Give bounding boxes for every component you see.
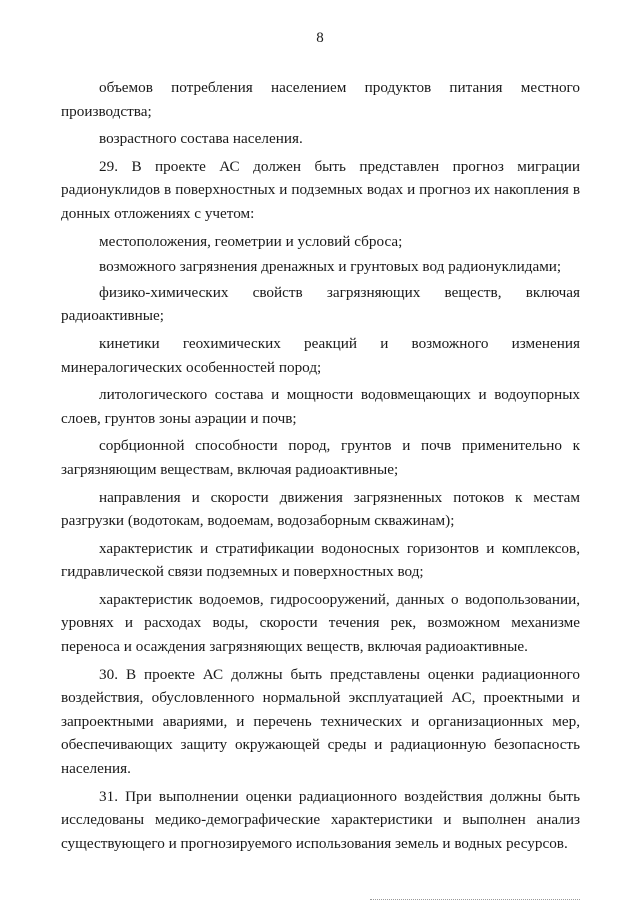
paragraph-sorption-capacity: сорбционной способности пород, грунтов и почв применительно к загрязняющим веществам, включая радиоактивные;: [61, 437, 580, 478]
paragraph-discharge-location: местоположения, геометрии и условий сброса;: [99, 232, 403, 250]
paragraph-aquifer-characteristics: характеристик и стратификации водоносных горизонтов и комплексов, гидравлической связи подземных и поверхностных вод;: [61, 539, 580, 581]
paragraph-consumption-volumes: объемов потребления населением продуктов питания местного производства;: [61, 79, 580, 120]
paragraph-drainage-contamination: возможного загрязнения дренажных и грунтовых вод радионуклидами;: [99, 258, 562, 276]
paragraph-item-30: 30. В проекте АС должны быть представлены оценки радиационного воздействия, обусловленного нормальной эксплуатацией АС, проектными и запроектными авариями, и перечень технических и организационных мер, обеспечивающих защиту окружающей среды и радиационную безопасность населения.: [61, 665, 580, 778]
paragraph-age-composition: возрастного состава населения.: [99, 130, 303, 148]
scan-edge-mark: [370, 899, 580, 901]
paragraph-geochemical-kinetics: кинетики геохимических реакций и возможного изменения минералогических особенностей пород;: [61, 334, 580, 376]
paragraph-item-29: 29. В проекте АС должен быть представлен прогноз миграции радионуклидов в поверхностных и подземных водах и прогноз их накопления в донных отложениях с учетом:: [61, 157, 580, 222]
paragraph-item-31: 31. При выполнении оценки радиационного воздействия должны быть исследованы медико-демографические характеристики и выполнен анализ существующего и прогнозируемого использования земель и водных ресурсов.: [61, 787, 580, 852]
paragraph-lithological-composition: литологического состава и мощности водовмещающих и водоупорных слоев, грунтов зоны аэрации и почв;: [61, 386, 580, 427]
document-body: [61, 76, 580, 859]
paragraph-flow-direction: направления и скорости движения загрязненных потоков к местам разгрузки (водотокам, водоемам, водозаборным скважинам);: [61, 488, 580, 530]
paragraph-water-bodies: характеристик водоемов, гидросооружений, данных о водопользовании, уровнях и расходах воды, скорости течения рек, возможном механизме переноса и осаждения загрязняющих веществ, включая радиоактивные.: [61, 590, 580, 656]
page-number: 8: [316, 30, 324, 46]
paragraph-physicochemical-properties: физико-химических свойств загрязняющих веществ, включая радиоактивные;: [61, 283, 580, 325]
